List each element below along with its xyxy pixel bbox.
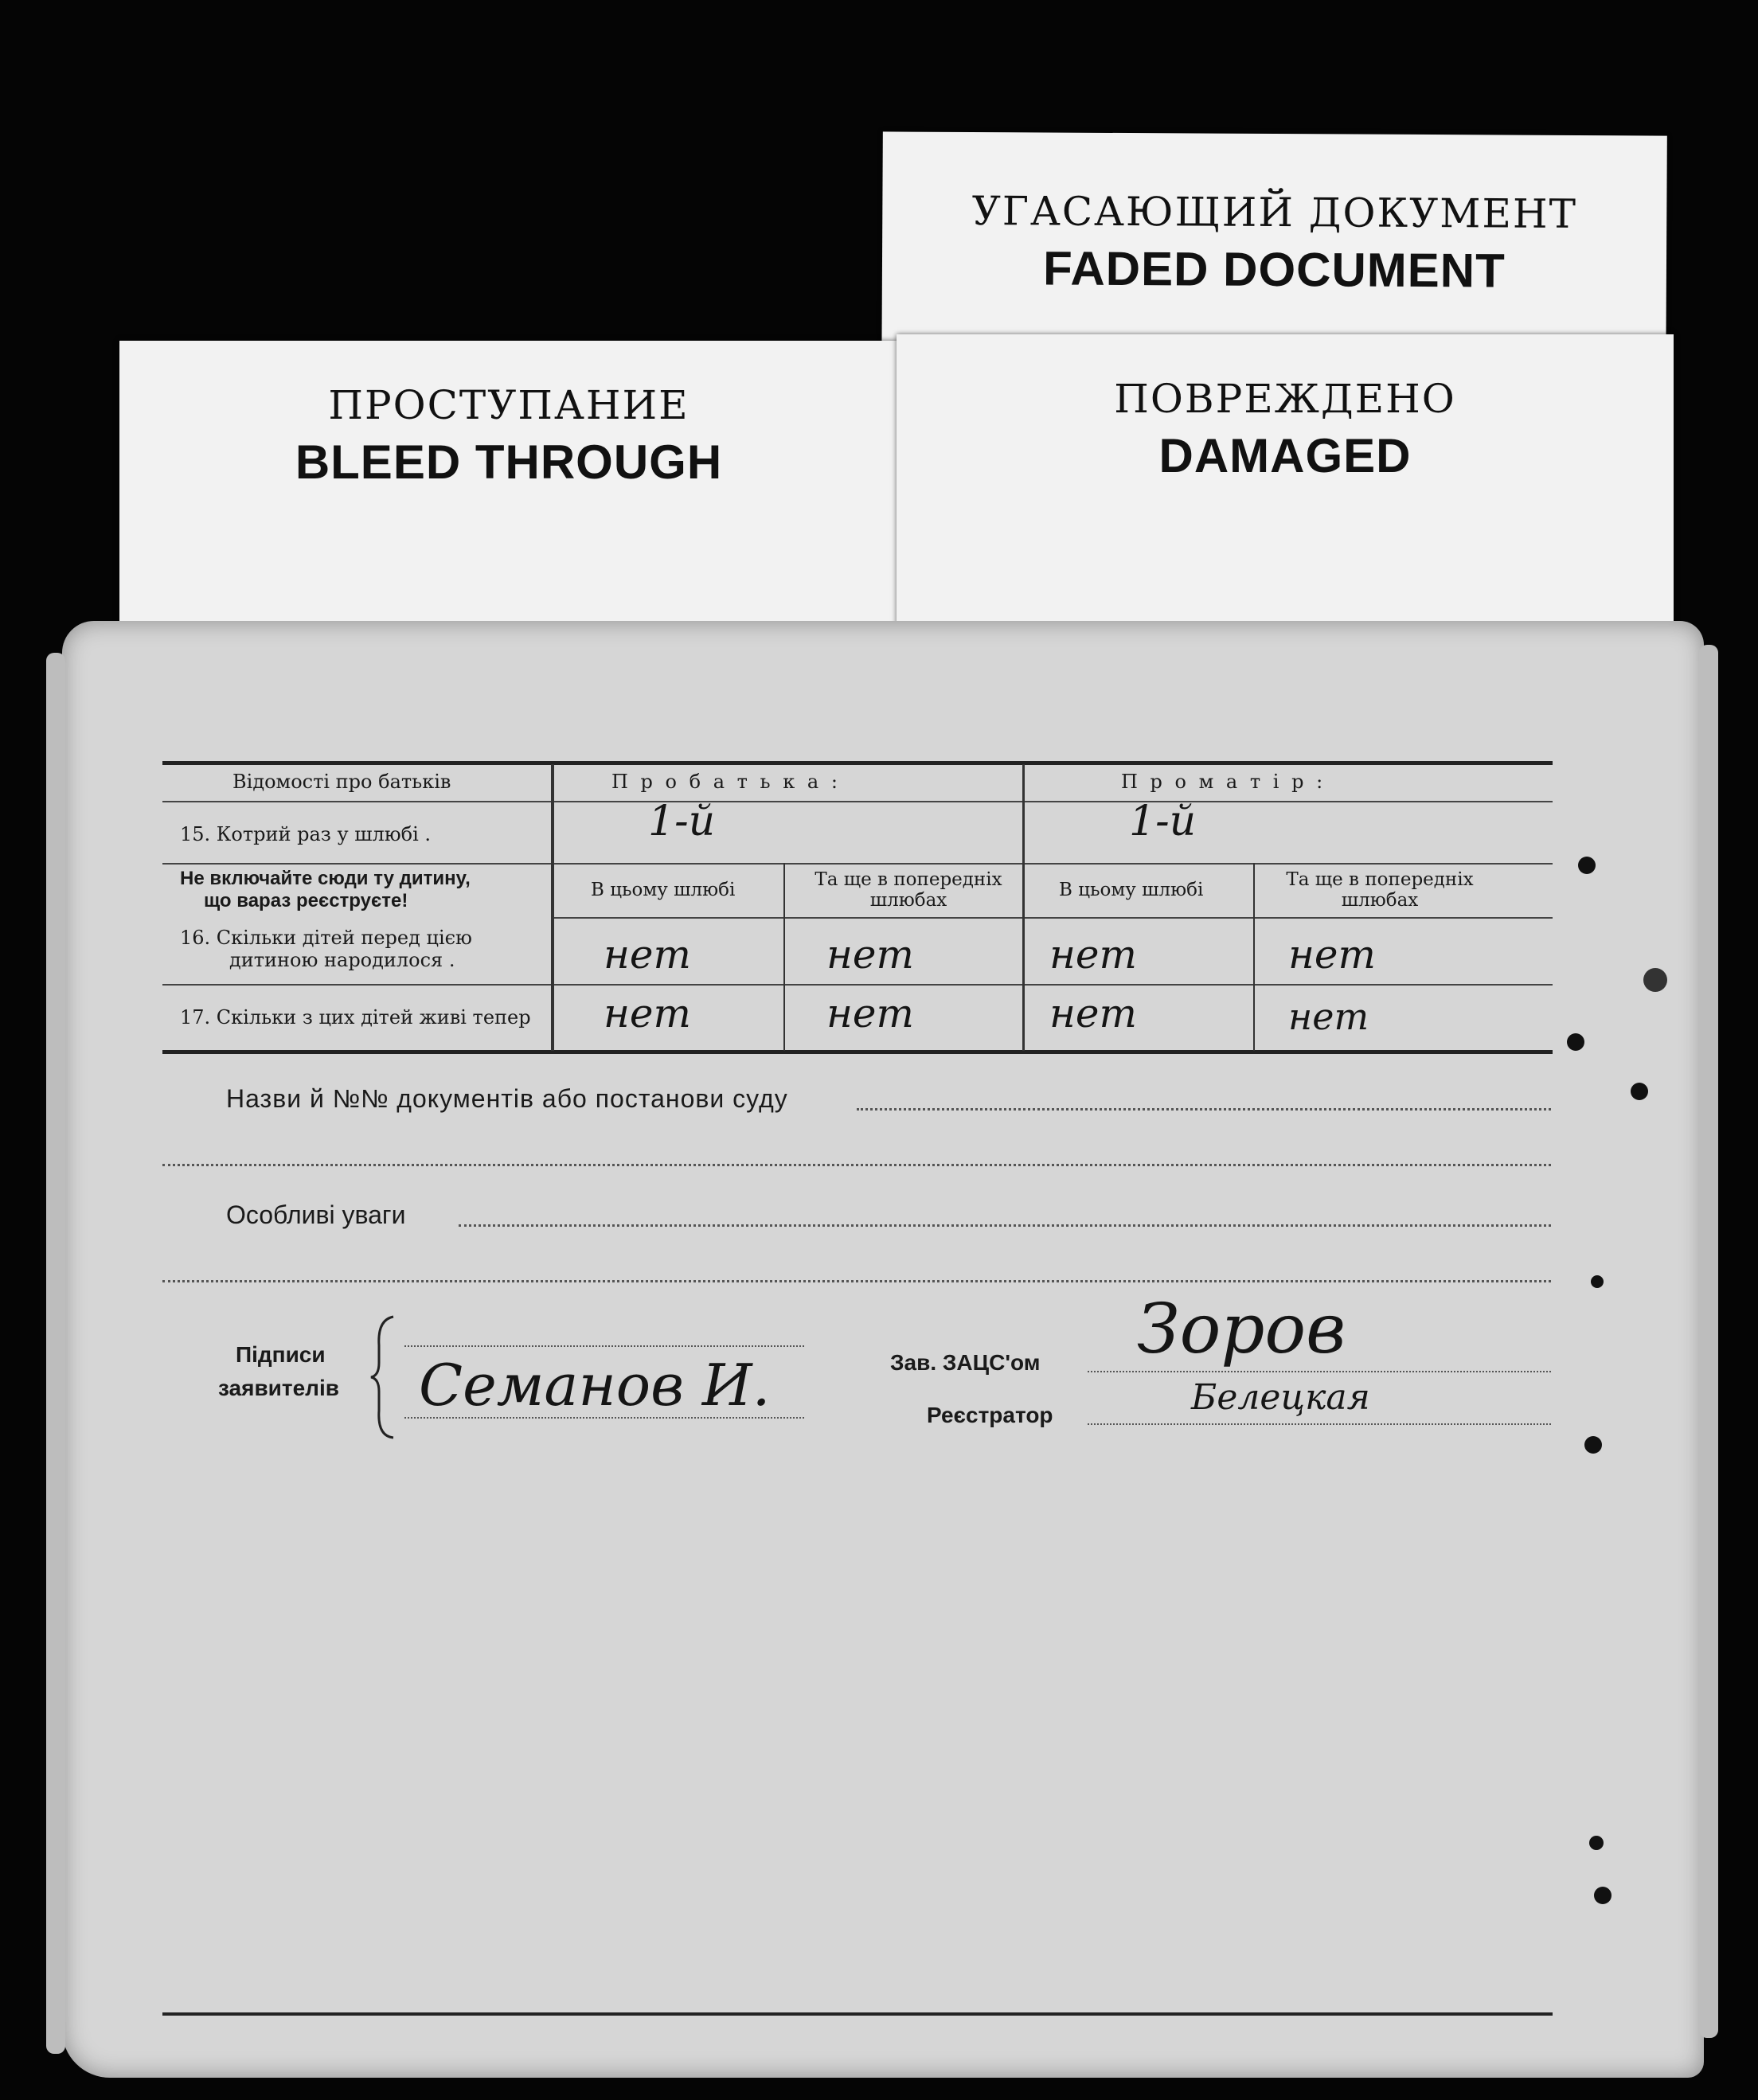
damaged-card	[897, 334, 1674, 629]
remarks-label: Особливі уваги	[226, 1200, 406, 1229]
damaged-label-ru: ПОВРЕЖДЕНО	[1114, 376, 1456, 422]
documents-line-2	[162, 1164, 1551, 1166]
row17-label: 17. Скільки з цих дітей живі тепер	[180, 1006, 531, 1029]
row15-mother-value: 1-й	[1129, 798, 1197, 845]
row16-label-line1: 16. Скільки дітей перед цією	[180, 927, 472, 949]
remarks-line	[459, 1224, 1551, 1227]
header-parents-info: Відомості про батьків	[232, 771, 451, 793]
page-edge-left	[46, 653, 65, 2054]
punch-hole	[1584, 1436, 1602, 1454]
table-bottom-rule	[162, 1050, 1553, 1054]
row16-previous-mother: нет	[1288, 931, 1376, 978]
documents-line	[857, 1108, 1551, 1111]
applicant-signature-line-1	[404, 1345, 804, 1347]
row15-label: 15. Котрий раз у шлюбі .	[180, 823, 432, 845]
head-signature: Зоров	[1137, 1290, 1346, 1369]
subheader-previous-father: Та ще в попередніх шлюбах	[815, 869, 1002, 911]
registrar-label: Реєстратор	[927, 1403, 1053, 1427]
faded-label-en: FADED DOCUMENT	[1042, 241, 1506, 298]
head-zags-label: Зав. ЗАЦС'ом	[890, 1350, 1041, 1375]
faded-label-ru: УГАСАЮЩИЙ ДОКУМЕНТ	[971, 188, 1578, 237]
punch-hole	[1643, 968, 1667, 992]
remarks-line-2	[162, 1280, 1551, 1282]
documents-label: Назви й №№ документів або постанови суду	[226, 1084, 788, 1113]
bleed-label-ru: ПРОСТУПАНИЕ	[328, 382, 690, 428]
registrar-signature: Белецкая	[1191, 1377, 1370, 1418]
table-top-rule	[162, 761, 1553, 765]
table-col-rule-4	[1253, 863, 1255, 1051]
punch-hole	[1578, 857, 1596, 874]
subheader-previous-mother: Та ще в попередніх шлюбах	[1286, 869, 1474, 911]
punch-hole	[1631, 1083, 1648, 1100]
bleed-label-en: BLEED THROUGH	[295, 435, 723, 489]
row17-current-mother: нет	[1049, 990, 1137, 1036]
table-header-rule	[162, 801, 1553, 802]
applicant-signature: Семанов И.	[419, 1352, 771, 1419]
table-col-rule-3	[783, 863, 785, 1051]
row16-current-father: нет	[604, 931, 691, 978]
note-line2: що вараз реєструєте!	[204, 890, 408, 911]
row17-previous-father: нет	[826, 990, 914, 1036]
row17-previous-mother: нет	[1288, 995, 1369, 1038]
punch-hole	[1591, 1275, 1604, 1288]
note-line1: Не включайте сюди ту дитину,	[180, 868, 471, 889]
punch-hole	[1594, 1887, 1612, 1904]
document-page	[62, 621, 1704, 2078]
head-signature-line	[1088, 1371, 1551, 1372]
table-subheader-rule	[553, 917, 1553, 919]
table-row15-rule	[162, 863, 1553, 865]
bleed-through-card	[119, 341, 898, 627]
row15-father-value: 1-й	[648, 798, 716, 845]
punch-hole	[1567, 1033, 1584, 1051]
row16-previous-father: нет	[826, 931, 914, 978]
subheader-current-father: В цьому шлюбі	[591, 880, 736, 900]
punch-hole	[1589, 1836, 1604, 1850]
header-father: П р о б а т ь к а :	[611, 771, 841, 793]
header-mother: П р о м а т і р :	[1121, 771, 1326, 793]
table-row16-rule	[162, 984, 1553, 986]
row16-current-mother: нет	[1049, 931, 1137, 978]
page-bottom-rule	[162, 2012, 1553, 2016]
registrar-signature-line	[1088, 1423, 1551, 1425]
row16-label-line2: дитиною народилося .	[229, 949, 455, 971]
row17-current-father: нет	[604, 990, 691, 1036]
page-edge-right	[1699, 645, 1718, 2038]
brace-icon	[369, 1313, 401, 1441]
signatures-label-1: Підписи	[236, 1342, 326, 1367]
signatures-label-2: заявителів	[218, 1376, 339, 1400]
table-col-rule-2	[1022, 764, 1025, 1051]
subheader-current-mother: В цьому шлюбі	[1059, 880, 1204, 900]
table-col-rule-1	[551, 764, 554, 1051]
damaged-label-en: DAMAGED	[1158, 429, 1412, 482]
